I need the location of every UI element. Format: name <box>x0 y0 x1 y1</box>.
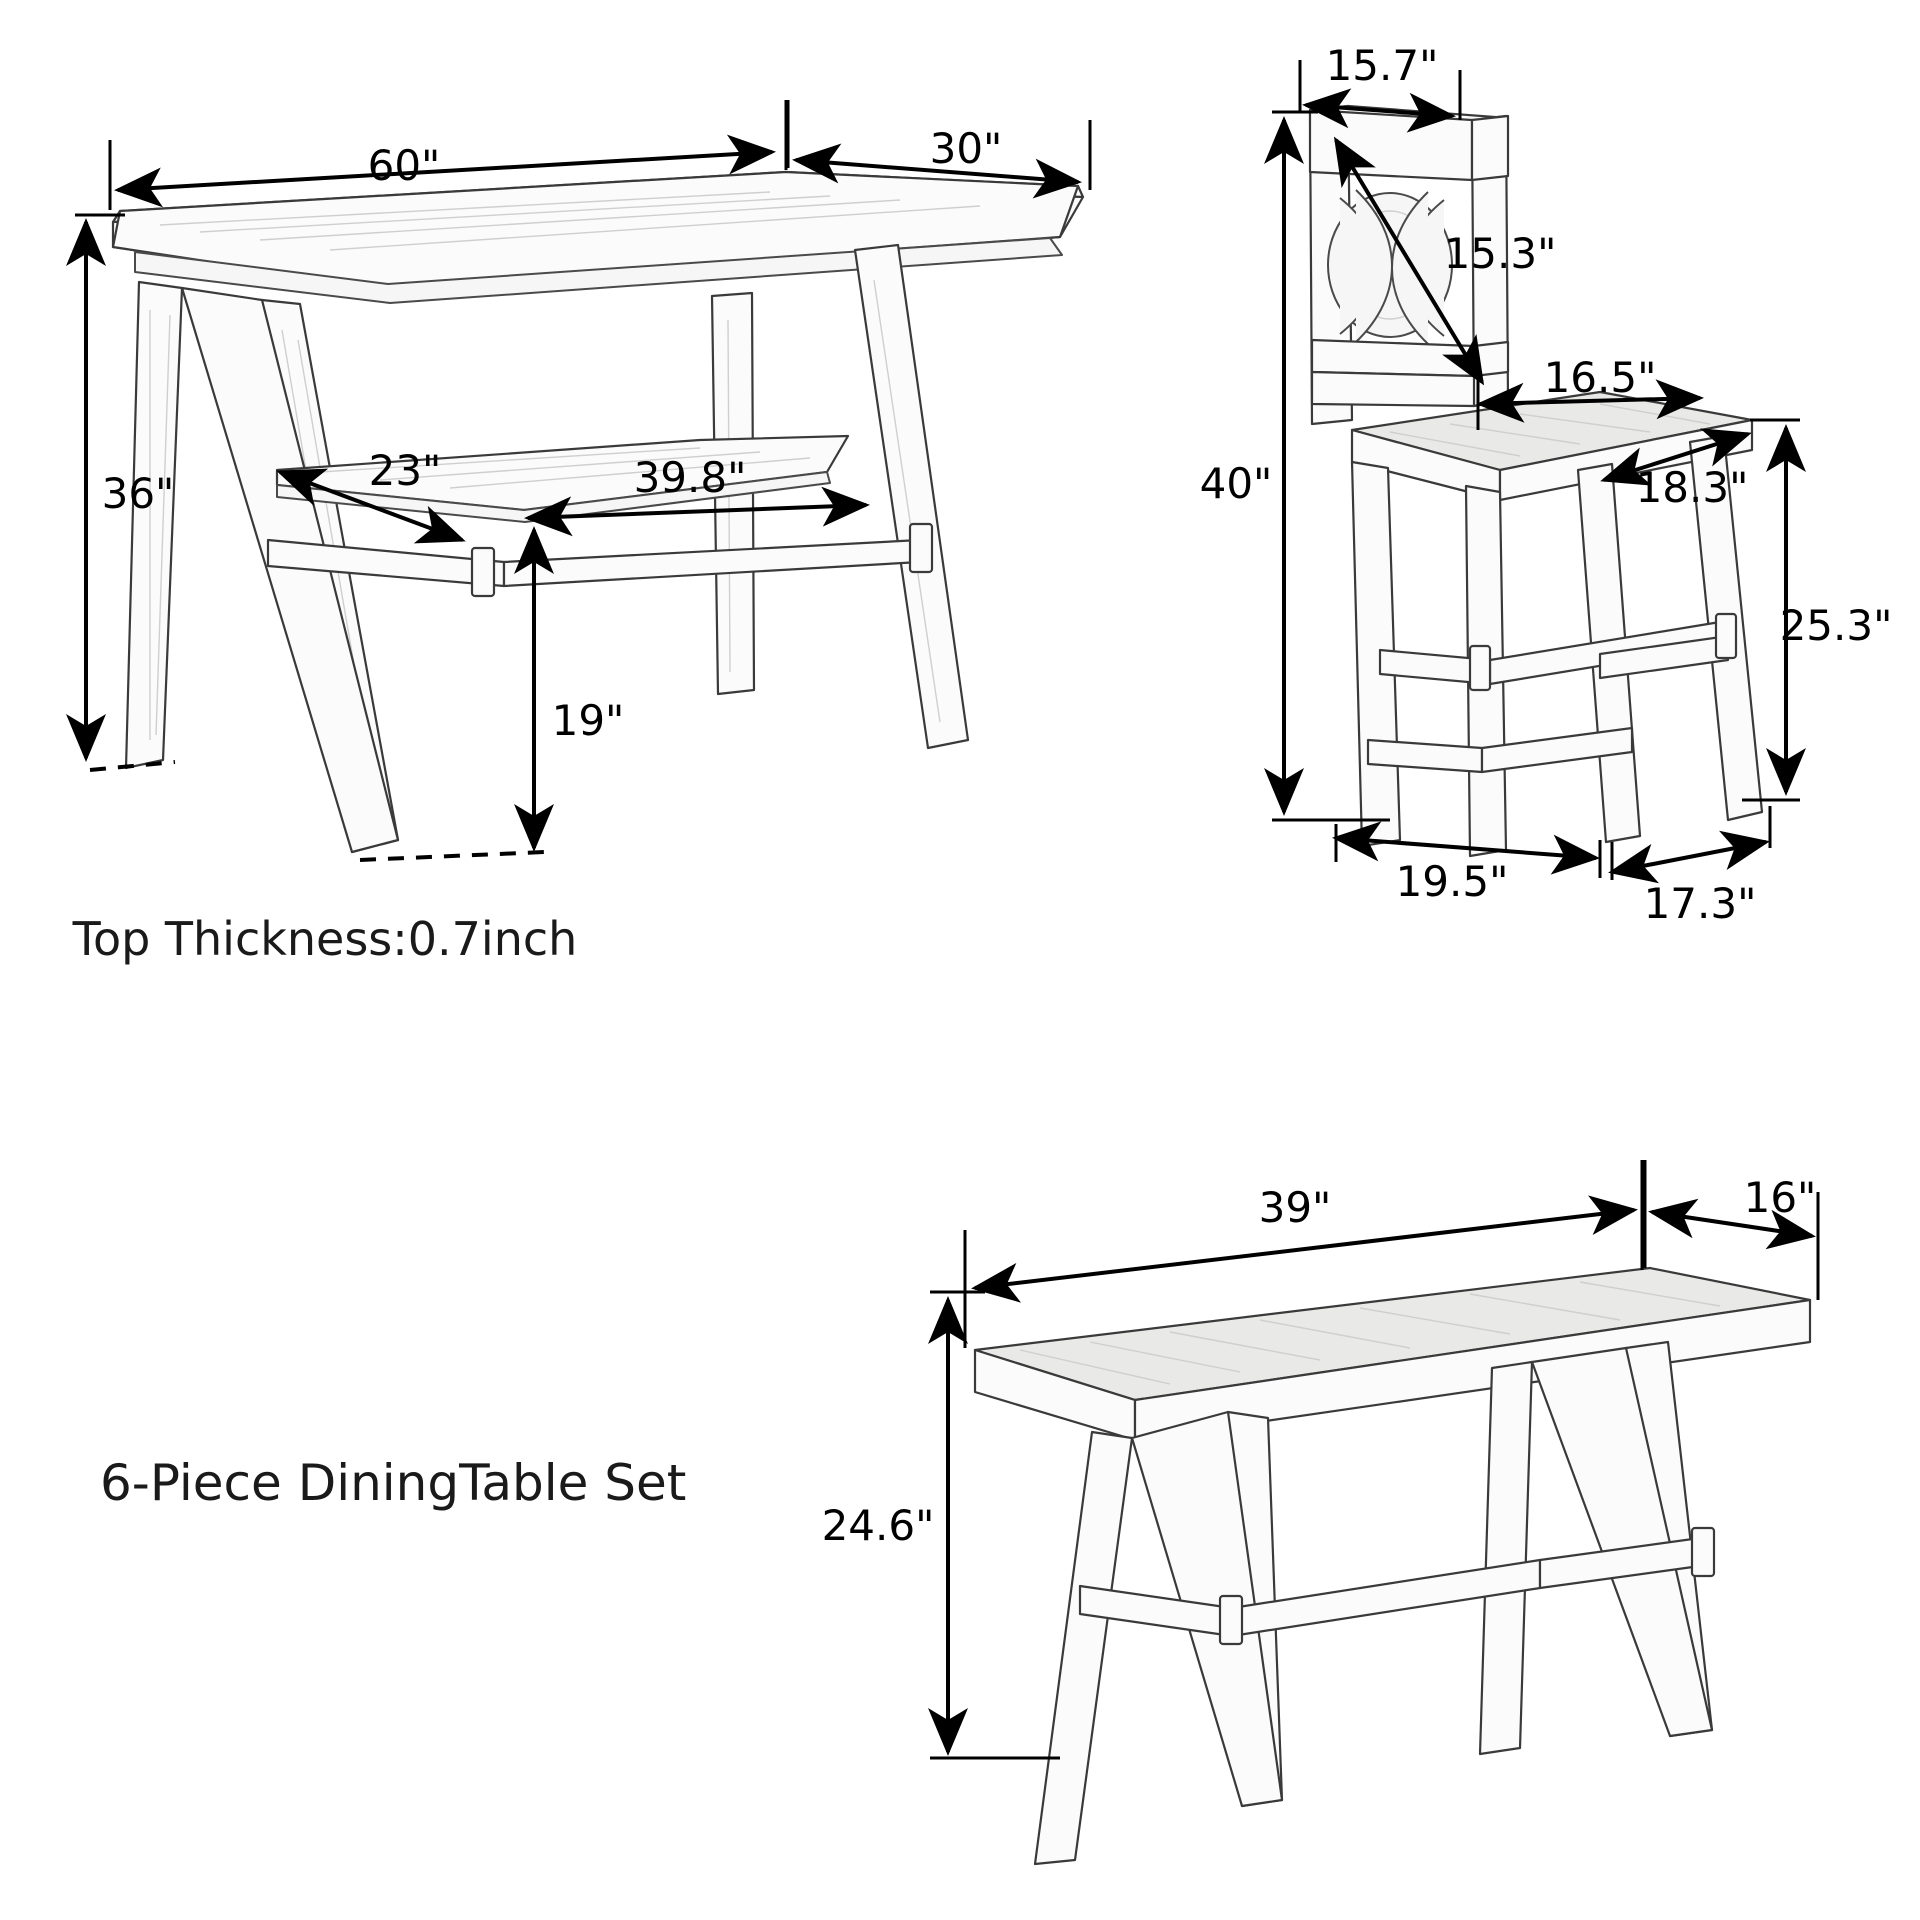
dim-label-chair-base-width: 19.5" <box>1395 857 1509 906</box>
dim-label-chair-seat-depth: 18.3" <box>1635 463 1749 512</box>
dim-label-shelf-width: 39.8" <box>633 453 747 502</box>
dim-label-chair-base-depth: 17.3" <box>1643 879 1757 928</box>
dim-label-chair-total-height: 40" <box>1199 459 1273 508</box>
dim-label-shelf-height: 19" <box>551 696 625 745</box>
dim-label-bench-width: 39" <box>1258 1183 1332 1232</box>
caption-top-thickness: Top Thickness:0.7inch <box>72 912 578 966</box>
dim-label-chair-seat-width: 16.5" <box>1543 353 1657 402</box>
dim-label-chair-back-height: 15.3" <box>1443 229 1557 278</box>
dim-label-table-height: 36" <box>101 469 175 518</box>
dim-label-shelf-depth: 23" <box>368 446 442 495</box>
dim-label-chair-back-width: 15.7" <box>1325 41 1439 90</box>
dim-label-table-width: 60" <box>367 141 441 190</box>
chair-back-ornament <box>1328 190 1452 344</box>
dim-label-bench-depth: 16" <box>1743 1173 1817 1222</box>
dim-label-table-depth: 30" <box>929 124 1003 173</box>
dim-label-chair-seat-height: 25.3" <box>1779 601 1893 650</box>
page-title: 6-Piece DiningTable Set <box>100 1454 687 1512</box>
dim-label-bench-height: 24.6" <box>821 1501 935 1550</box>
